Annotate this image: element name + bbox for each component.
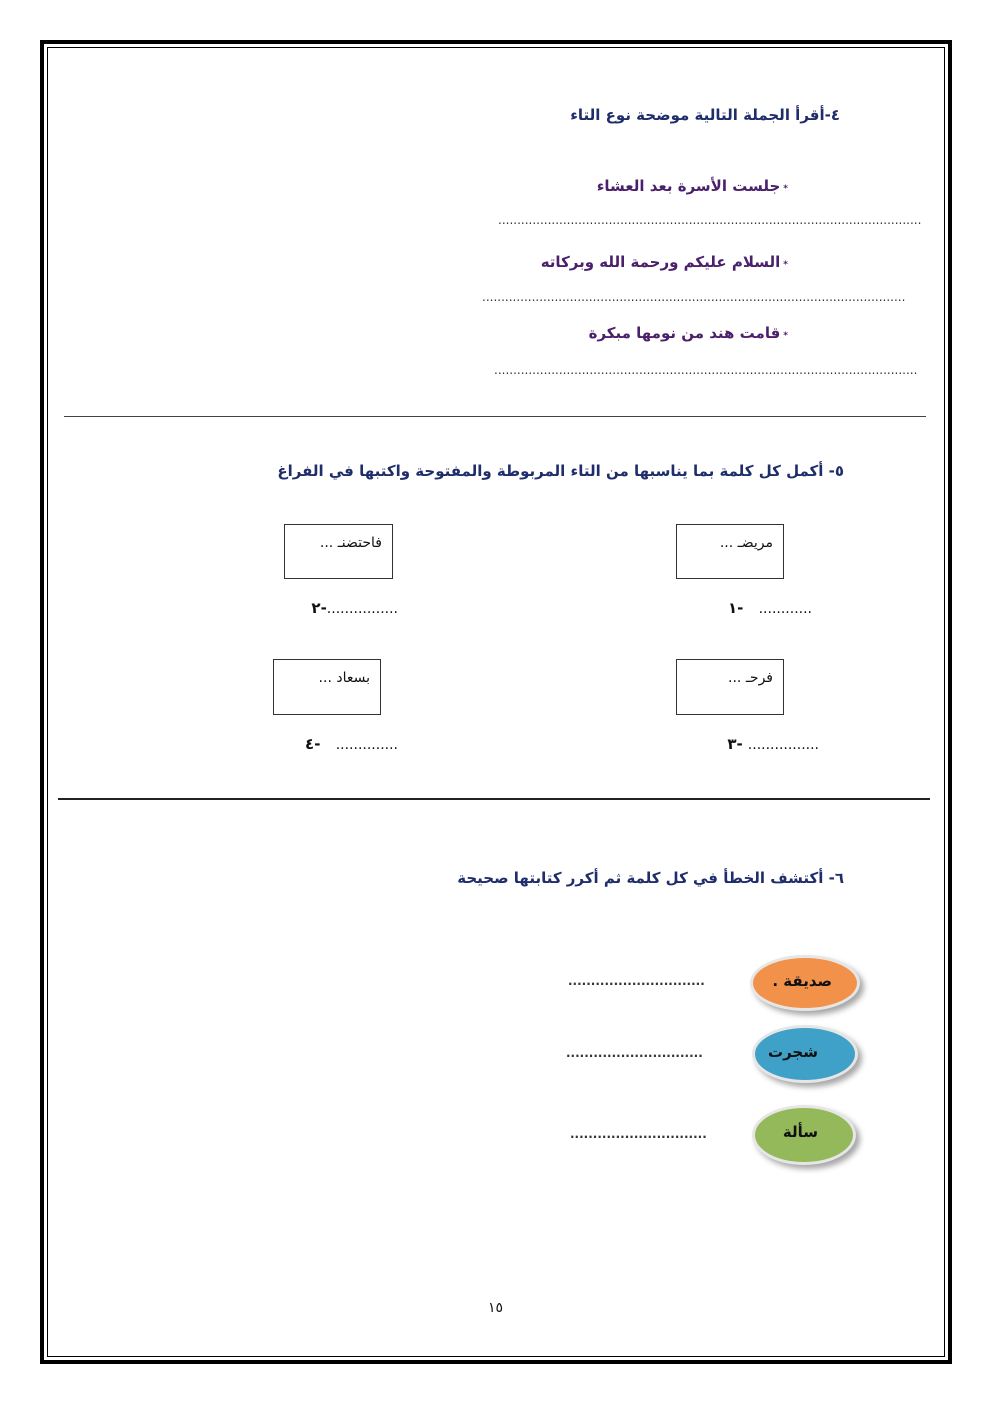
word-box-1 (676, 524, 784, 579)
word-oval-label-3: سألة (782, 1123, 818, 1141)
answer-item-2: ٢-................ (311, 599, 398, 617)
word-box-4 (273, 659, 381, 715)
answer-fill-3[interactable]: ................ (747, 737, 819, 753)
word-oval-label-1: صديقة . (772, 972, 832, 990)
word-box-2 (284, 524, 393, 579)
section4-sentence-2: *السلام عليكم ورحمة الله وبركاته (540, 253, 788, 271)
word-box-text: فرحـ ... (728, 670, 773, 686)
divider-1 (64, 416, 926, 417)
word-box-text: فاحتضنـ ... (319, 535, 382, 551)
answer-item-4: ٤- .............. (305, 735, 398, 753)
correction-line-2[interactable]: .............................. (566, 1046, 703, 1060)
section4-sentence-1: *جلست الأسرة بعد العشاء (596, 177, 788, 195)
answer-fill-1[interactable]: ............ (758, 601, 812, 617)
section4-heading: ٤-أقرأ الجملة التالية موضحة نوع التاء (570, 106, 840, 124)
answer-line-2[interactable]: ............................................................................................................... (482, 290, 906, 304)
word-oval-label-2: شجرت (768, 1043, 818, 1061)
correction-line-3[interactable]: .............................. (570, 1127, 707, 1141)
answer-line-1[interactable]: ............................................................................................................... (498, 213, 922, 227)
answer-line-3[interactable]: ............................................................................................................... (494, 363, 918, 377)
divider-2 (58, 798, 930, 800)
answer-fill-4[interactable]: .............. (335, 737, 398, 753)
page-number: ١٥ (488, 1300, 504, 1316)
word-box-text: بسعاد ... (318, 670, 370, 686)
answer-fill-2[interactable]: ................ (326, 601, 398, 617)
bullet-icon: * (783, 184, 788, 194)
word-box-3 (676, 659, 784, 715)
bullet-icon: * (783, 331, 788, 341)
section4-sentence-3: *قامت هند من نومها مبكرة (588, 324, 788, 342)
answer-item-1: ١- ............ (727, 599, 812, 617)
word-box-text: مريضـ ... (719, 535, 773, 551)
answer-item-3: ٣- ................ (727, 735, 819, 753)
section5-heading: ٥- أكمل كل كلمة بما يناسبها من التاء المربوطة والمفتوحة واكتبها في الفراغ (277, 462, 844, 480)
section6-heading: ٦- أكتشف الخطأ في كل كلمة ثم أكرر كتابتها صحيحة (457, 869, 844, 887)
bullet-icon: * (783, 260, 788, 270)
correction-line-1[interactable]: .............................. (568, 974, 705, 988)
